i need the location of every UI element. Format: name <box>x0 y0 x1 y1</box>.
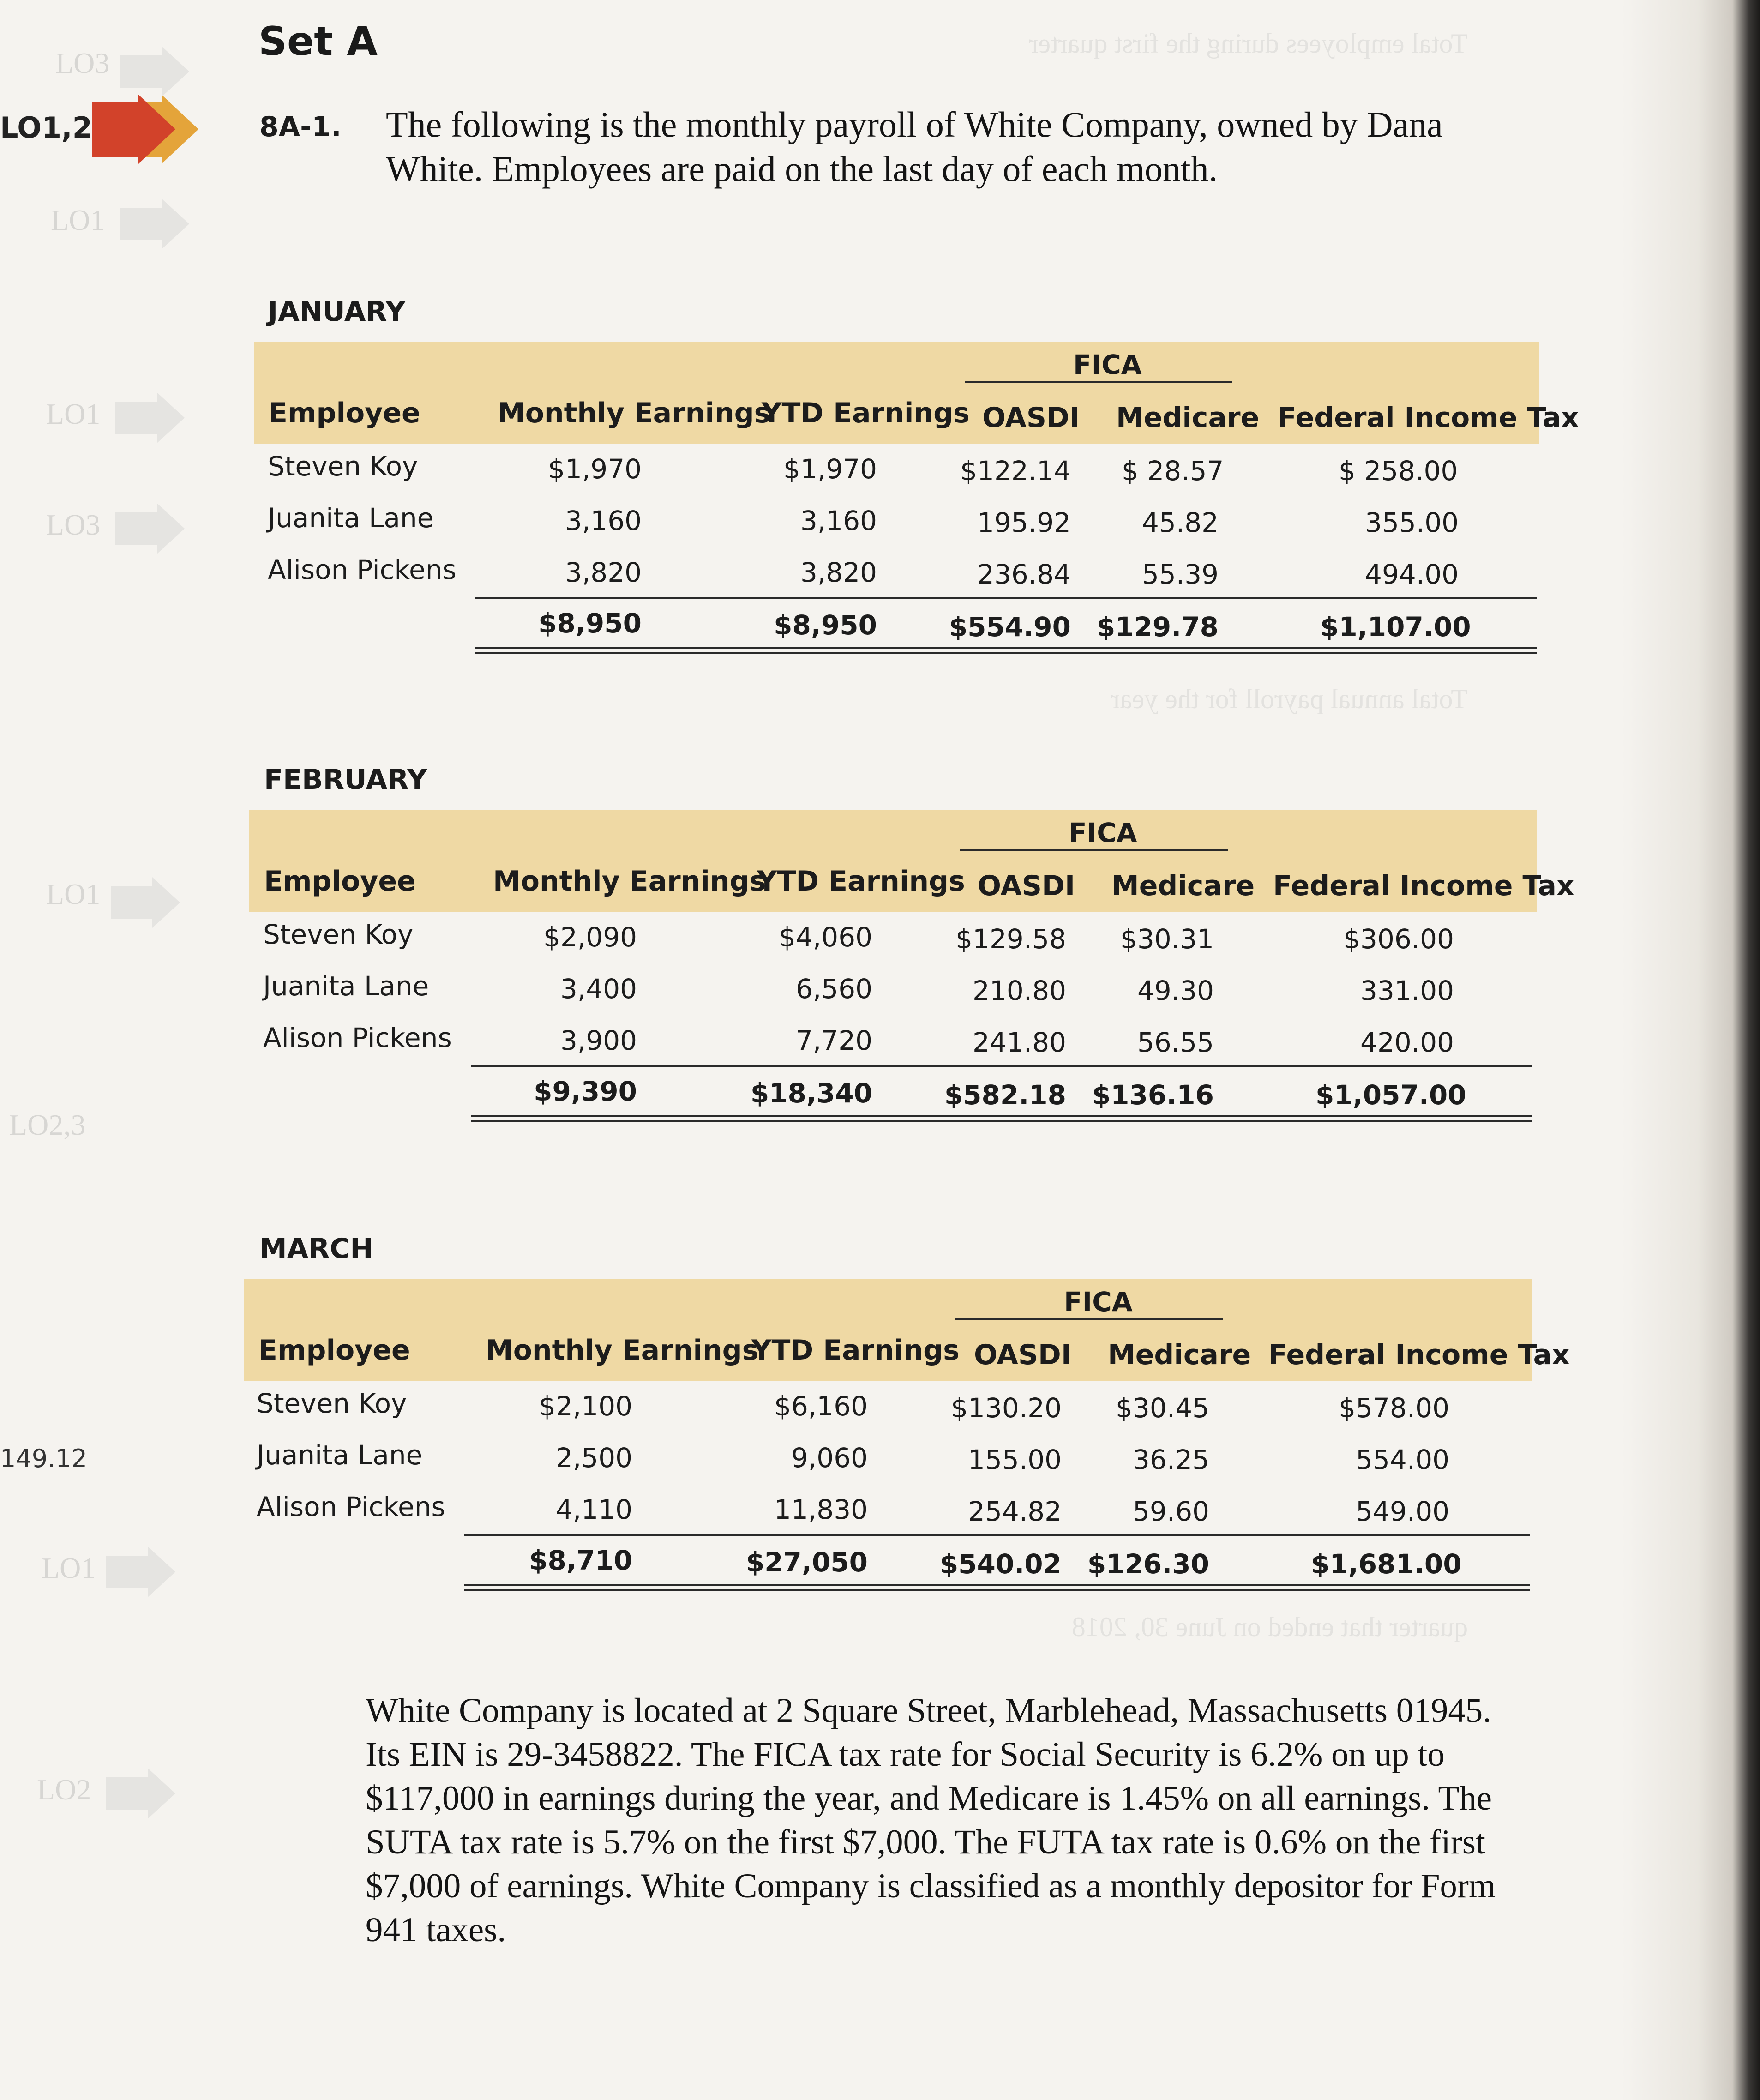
set-title: Set A <box>258 18 378 65</box>
oasdi-amount: $130.20 <box>951 1392 1062 1424</box>
oasdi-amount: 236.84 <box>977 559 1071 590</box>
medicare-amount: 45.82 <box>1141 507 1219 538</box>
fit-amount: 554.00 <box>1356 1444 1449 1475</box>
monthly-earnings: 3,400 <box>560 973 637 1005</box>
oasdi-amount: 254.82 <box>968 1496 1062 1527</box>
ghost-marker: LO1 <box>46 878 101 910</box>
column-header-employee: Employee <box>264 865 416 897</box>
total-rule <box>475 597 1537 599</box>
double-rule <box>475 647 1537 654</box>
oasdi-amount: 155.00 <box>968 1444 1062 1475</box>
oasdi-amount: $122.14 <box>960 455 1071 487</box>
problem-intro: The following is the monthly payroll of White Company, owned by Dana White. Employees are paid on the last day of each month. <box>386 104 1443 189</box>
ytd-earnings: 3,820 <box>800 557 877 588</box>
employee-name: Alison Pickens <box>268 554 457 585</box>
total-oasdi: $554.90 <box>949 611 1071 643</box>
monthly-earnings: $2,100 <box>539 1390 632 1422</box>
column-header-medicare: Medicare <box>1116 402 1260 434</box>
double-rule <box>471 1115 1532 1122</box>
monthly-earnings: 2,500 <box>555 1442 632 1474</box>
column-header-fit: Federal Income Tax <box>1273 870 1574 902</box>
bleed-through-text: Total annual payroll for the year <box>1111 684 1468 714</box>
medicare-amount: $ 28.57 <box>1122 455 1224 487</box>
total-ytd: $18,340 <box>750 1077 872 1109</box>
column-header-fit: Federal Income Tax <box>1268 1339 1570 1371</box>
employee-name: Alison Pickens <box>257 1491 445 1522</box>
month-title: MARCH <box>259 1233 373 1265</box>
ytd-earnings: $4,060 <box>779 921 872 953</box>
employee-name: Juanita Lane <box>257 1439 423 1471</box>
column-header-oasdi: OASDI <box>982 402 1080 434</box>
monthly-earnings: $2,090 <box>543 921 637 953</box>
total-monthly: $9,390 <box>534 1076 637 1107</box>
column-header-oasdi: OASDI <box>978 870 1075 902</box>
medicare-amount: $30.31 <box>1120 923 1214 955</box>
employee-name: Steven Koy <box>263 919 414 950</box>
problem-number: 8A-1. <box>259 111 342 143</box>
medicare-amount: 36.25 <box>1132 1444 1209 1475</box>
ytd-earnings: 9,060 <box>791 1442 868 1474</box>
ghost-marker: LO3 <box>46 508 101 541</box>
ghost-arrow-icon <box>115 392 185 443</box>
column-header-monthly: Monthly Earnings <box>498 397 771 429</box>
oasdi-amount: 210.80 <box>973 975 1066 1006</box>
page-binding-shadow <box>1622 0 1760 2100</box>
employee-name: Juanita Lane <box>268 502 434 534</box>
monthly-earnings: 3,900 <box>560 1025 637 1056</box>
bleed-through-text: quarter that ended on June 30, 2018 <box>1071 1612 1468 1642</box>
column-header-monthly: Monthly Earnings <box>493 865 766 897</box>
ghost-arrow-icon <box>106 1546 175 1597</box>
learning-objective-arrow-icon <box>92 95 198 164</box>
fit-amount: 355.00 <box>1365 507 1459 538</box>
monthly-earnings: 4,110 <box>555 1494 632 1525</box>
ytd-earnings: 11,830 <box>774 1494 868 1525</box>
oasdi-amount: 195.92 <box>977 507 1071 538</box>
column-header-ytd: YTD Earnings <box>751 1334 960 1366</box>
ytd-earnings: $1,970 <box>783 453 877 485</box>
ghost-arrow-icon <box>115 503 185 554</box>
total-fit: $1,057.00 <box>1315 1079 1466 1111</box>
double-rule <box>464 1584 1530 1591</box>
column-header-ytd: YTD Earnings <box>762 397 970 429</box>
employee-name: Juanita Lane <box>263 970 429 1002</box>
learning-objective-label: LO1,2 <box>0 111 92 144</box>
total-rule <box>464 1534 1530 1536</box>
total-monthly: $8,950 <box>538 608 642 639</box>
total-ytd: $8,950 <box>774 609 877 641</box>
fica-rule <box>965 381 1232 383</box>
ghost-marker: LO2,3 <box>9 1108 86 1141</box>
ghost-marker: LO1 <box>42 1552 96 1584</box>
total-medicare: $126.30 <box>1087 1548 1209 1580</box>
fit-amount: 331.00 <box>1360 975 1454 1006</box>
column-header-employee: Employee <box>258 1334 410 1366</box>
total-rule <box>471 1065 1532 1067</box>
oasdi-amount: 241.80 <box>973 1027 1066 1058</box>
employee-name: Steven Koy <box>257 1388 407 1419</box>
oasdi-amount: $129.58 <box>955 923 1066 955</box>
ghost-marker: LO1 <box>51 204 105 236</box>
monthly-earnings: $1,970 <box>548 453 642 485</box>
fit-amount: $ 258.00 <box>1339 455 1458 487</box>
fica-label: FICA <box>1073 349 1142 380</box>
ghost-marker: LO3 <box>55 47 110 79</box>
ytd-earnings: 7,720 <box>795 1025 872 1056</box>
fica-label: FICA <box>1069 817 1137 848</box>
month-title: FEBRUARY <box>264 764 427 796</box>
column-header-employee: Employee <box>269 397 420 429</box>
total-medicare: $129.78 <box>1096 611 1219 643</box>
fit-amount: 494.00 <box>1365 559 1459 590</box>
employee-name: Steven Koy <box>268 451 418 482</box>
fica-rule <box>960 849 1228 851</box>
ghost-marker: LO1 <box>46 397 101 430</box>
ghost-arrow-icon <box>120 199 189 249</box>
ghost-marker: LO2 <box>37 1773 91 1806</box>
employee-name: Alison Pickens <box>263 1022 452 1053</box>
total-fit: $1,107.00 <box>1320 611 1471 643</box>
monthly-earnings: 3,160 <box>565 505 642 536</box>
fit-amount: 420.00 <box>1360 1027 1454 1058</box>
monthly-earnings: 3,820 <box>565 557 642 588</box>
fit-amount: $306.00 <box>1343 923 1454 955</box>
ghost-arrow-icon <box>106 1768 175 1819</box>
total-fit: $1,681.00 <box>1311 1548 1462 1580</box>
problem-closing-text: White Company is located at 2 Square Street, Marblehead, Massachusetts 01945. Its EIN is 29-3458822. The FICA tax rate for Social Security is 6.2% on up to $117,000 in earnings during the year, and Medicare is 1.45% on all earnings. The SUTA tax rate is 5.7% on the first $7,000. The FUTA tax rate is 0.6% on the first $7,000 of earnings. White Company is classified as a monthly depositor for Form 941 taxes. <box>366 1691 1496 1949</box>
ghost-arrow-icon <box>120 46 189 97</box>
column-header-ytd: YTD Earnings <box>757 865 965 897</box>
medicare-amount: 56.55 <box>1137 1027 1214 1058</box>
fit-amount: $578.00 <box>1339 1392 1449 1424</box>
medicare-amount: $30.45 <box>1116 1392 1209 1424</box>
column-header-medicare: Medicare <box>1108 1339 1251 1371</box>
total-oasdi: $540.02 <box>939 1548 1062 1580</box>
medicare-amount: 49.30 <box>1137 975 1214 1006</box>
ytd-earnings: $6,160 <box>774 1390 868 1422</box>
fit-amount: 549.00 <box>1356 1496 1449 1527</box>
month-title: JANUARY <box>268 295 406 328</box>
margin-value: 149.12 <box>0 1444 87 1473</box>
total-ytd: $27,050 <box>745 1546 868 1578</box>
fica-rule <box>955 1318 1223 1320</box>
total-monthly: $8,710 <box>529 1545 632 1576</box>
fica-label: FICA <box>1064 1286 1133 1318</box>
column-header-fit: Federal Income Tax <box>1278 402 1579 434</box>
ytd-earnings: 3,160 <box>800 505 877 536</box>
total-oasdi: $582.18 <box>944 1079 1066 1111</box>
bleed-through-text: Total employees during the first quarter <box>1029 28 1468 59</box>
column-header-oasdi: OASDI <box>974 1339 1072 1371</box>
column-header-medicare: Medicare <box>1111 870 1255 902</box>
column-header-monthly: Monthly Earnings <box>486 1334 759 1366</box>
medicare-amount: 59.60 <box>1132 1496 1209 1527</box>
ghost-arrow-icon <box>111 877 180 928</box>
ytd-earnings: 6,560 <box>795 973 872 1005</box>
total-medicare: $136.16 <box>1092 1079 1214 1111</box>
medicare-amount: 55.39 <box>1141 559 1219 590</box>
